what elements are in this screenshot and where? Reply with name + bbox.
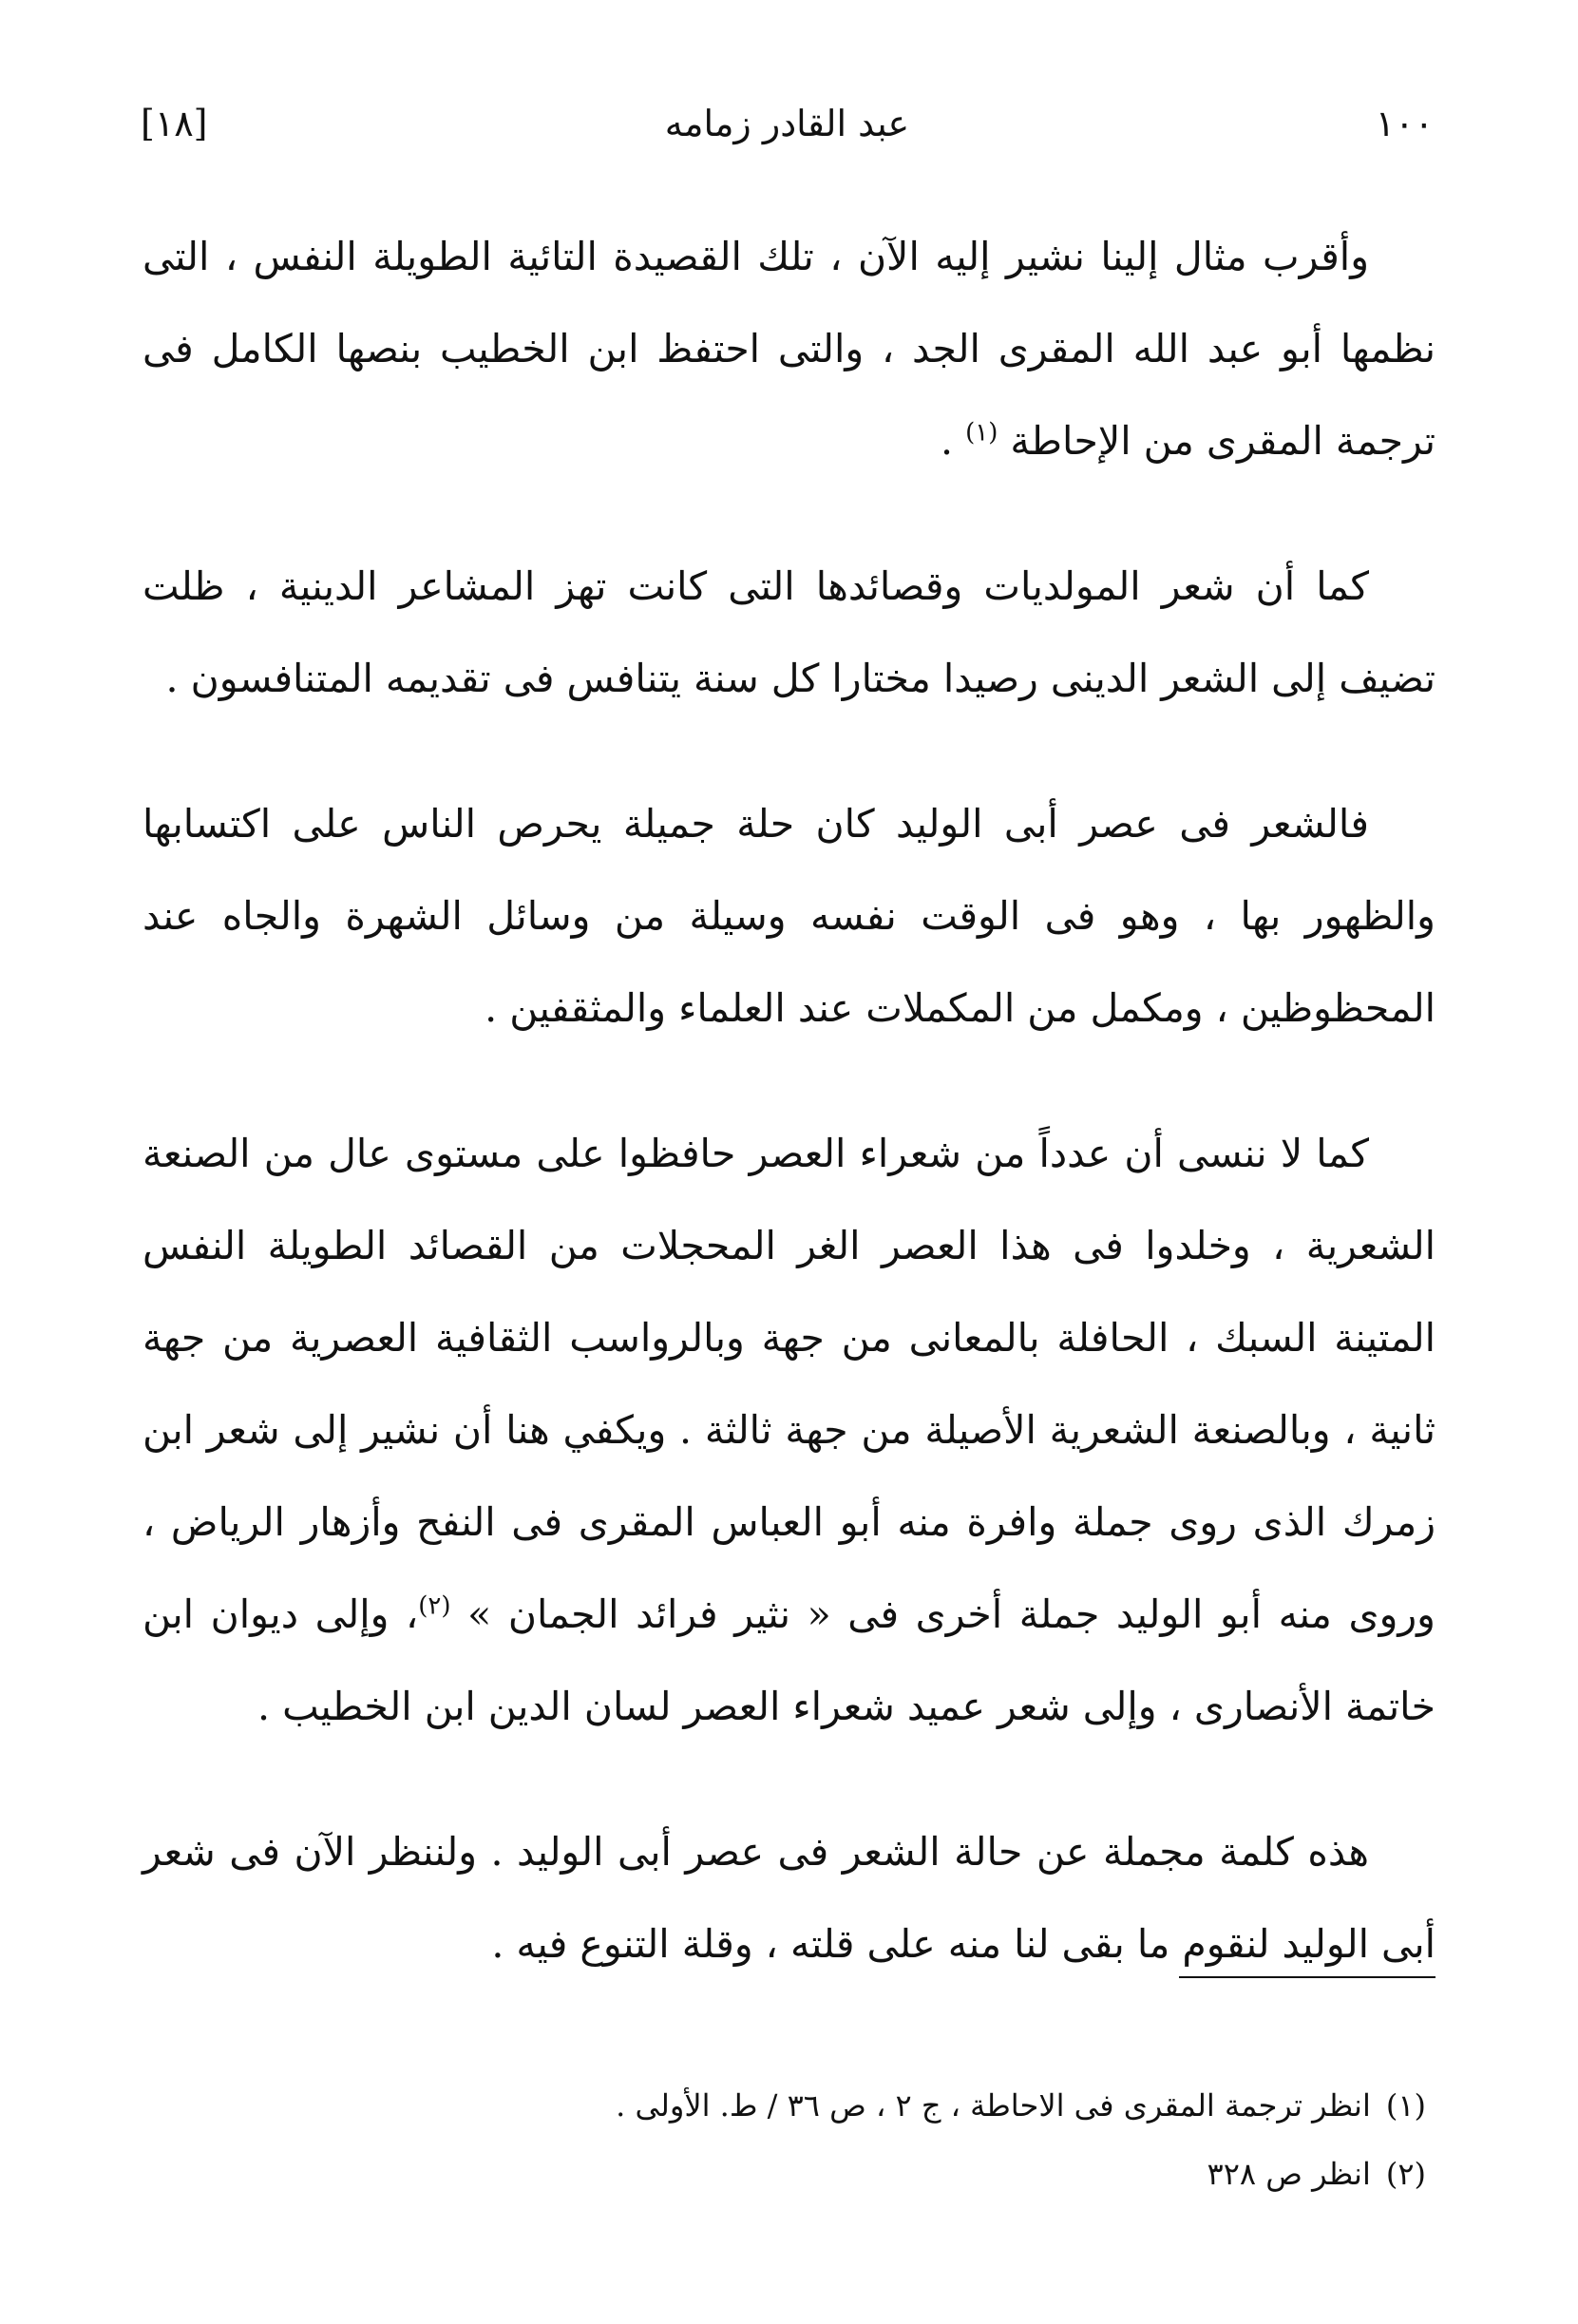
paragraph	[143, 1806, 1435, 1991]
footnote	[143, 2071, 1426, 2140]
paragraph-text: كما لا ننسى أن عدداً من شعراء العصر حافظوا على مستوى عال من الصنعة الشعرية ، وخلدوا فى هذا العصر الغر المحجلات من القصائد الطويلة النفس المتينة السبك ، الحافلة بالمعانى من جهة وبالرواسب الثقافية العصرية من جهة ثانية ، وبالصنعة الشعرية الأصيلة من جهة ثالثة . ويكفي هنا أن نشير إلى شعر ابن زمرك الذى روى جملة وافرة منه أبو العباس المقرى فى النفح وأزهار الرياض ، وروى منه أبو الوليد جملة أخرى فى « نثير فرائد الجمان »	[143, 1131, 1435, 1637]
running-title: عبد القادر زمامه	[664, 103, 910, 144]
page-header	[141, 103, 1434, 160]
footnotes	[143, 2071, 1426, 2208]
section-number: [١٨]	[141, 103, 208, 144]
paragraph-text: وأقرب مثال إلينا نشير إليه الآن ، تلك القصيدة التائية الطويلة النفس ، التى نظمها أبو عبد الله المقرى الجد ، والتى احتفظ ابن الخطيب بنصها الكامل فى ترجمة المقرى من الإحاطة	[143, 234, 1435, 464]
footnote-reference: (٢)	[418, 1591, 451, 1621]
footnote-number: (٢)	[1385, 2156, 1426, 2192]
footnote-divider	[1179, 1976, 1435, 1978]
body-text	[143, 211, 1435, 2044]
paragraph-text: فالشعر فى عصر أبى الوليد كان حلة جميلة يحرص الناس على اكتسابها والظهور بها ، وهو فى الوقت نفسه وسيلة من وسائل الشهرة والجاه عند المحظوظين ، ومكمل من المكملات عند العلماء والمثقفين .	[143, 801, 1435, 1031]
footnote-number: (١)	[1385, 2087, 1426, 2124]
footnote-text: انظر ترجمة المقرى فى الاحاطة ، ج ٢ ، ص ٣٦ / ط. الأولى .	[616, 2087, 1371, 2124]
paragraph	[143, 211, 1435, 487]
paragraph	[143, 1108, 1435, 1753]
footnote-text: انظر ص ٣٢٨	[1207, 2156, 1371, 2192]
paragraph-text: كما أن شعر المولديات وقصائدها التى كانت تهز المشاعر الدينية ، ظلت تضيف إلى الشعر الدينى رصيدا مختارا كل سنة يتنافس فى تقديمه المتنافسون .	[143, 563, 1435, 701]
paragraph-tail: ، وإلى ديوان ابن خاتمة الأنصارى ، وإلى شعر عميد شعراء العصر لسان الدين ابن الخطيب .	[143, 1591, 1435, 1729]
paragraph-text: هذه كلمة مجملة عن حالة الشعر فى عصر أبى الوليد . ولننظر الآن فى شعر أبى الوليد لنقوم ما بقى لنا منه على قلته ، وقلة التنوع فيه .	[143, 1829, 1435, 1967]
paragraph-tail: .	[940, 418, 966, 464]
footnote	[143, 2140, 1426, 2208]
paragraph	[143, 778, 1435, 1055]
page-number: ١٠٠	[1375, 103, 1434, 144]
footnote-reference: (١)	[965, 418, 998, 448]
paragraph	[143, 541, 1435, 725]
